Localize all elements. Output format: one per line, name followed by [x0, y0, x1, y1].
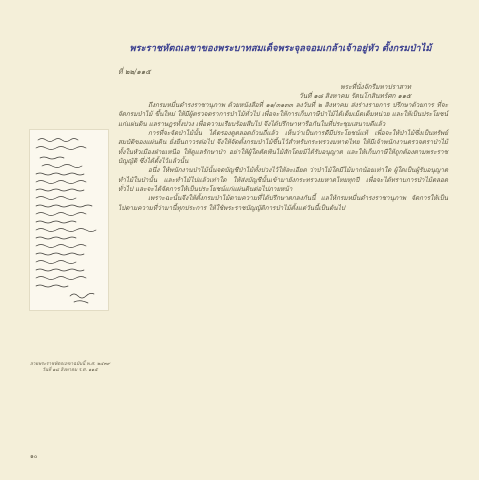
reference-number: ที่ ๒๒/๑๑๕	[118, 68, 151, 76]
manuscript-image	[30, 130, 108, 310]
body-paragraph: เพราะฉะนั้นจึงให้ตั้งกรมป่าไม้ตามความที่ได้ปรึกษาตกลงกันนี้ แลให้กรมหมื่นดำรงราชานุภาพ จัดการให้เป็นไปตามความที่ว่ามานี้ทุกประการ ให้ใช้พระราชบัญญัติการป่าไม้ตั้งแต่วันนี้เป็นต้นไป	[118, 194, 448, 212]
letter-body	[118, 101, 448, 213]
issued-date: วันที่ ๑๘ สิงหาคม รัตนโกสินทร์ศก ๑๑๕	[298, 92, 411, 100]
body-paragraph: ถึงกรมหมื่นดำรงราชานุภาพ ด้วยหนังสือที่ ๑๑/๓๑๓๓ ลงวันที่ ๒ สิงหาคม ส่งร่างรายการ ปรึกษาด้วยการ ที่จะจัดกรมป่าไม้ ขึ้นใหม่ ให้มีผู้ตรวจตราการป่าไม้ทั่วไป เพื่อจะให้การเก็บภาษีป่าไม้ได้เต็มเม็ดเต็มหน่วย และให้เป็นประโยชน์แก่แผ่นดิน แลราษฎรทั้งปวง เพื่อความเรียบร้อยสืบไป จึงได้ปรึกษาหารือกันในที่ประชุมเสนาบดีแล้ว	[118, 101, 448, 128]
handwriting-scribbles	[30, 130, 108, 310]
image-caption: ลายพระราชหัตถเลขาฉบับนี้ พ.ศ. ๒๔๓๙ วันที่ ๑๘ สิงหาคม ร.ศ. ๑๑๕	[29, 362, 110, 374]
document-title: พระราชหัตถเลขาของพระบาทสมเด็จพระจุลจอมเกล้าเจ้าอยู่หัว ตั้งกรมป่าไม้	[129, 43, 432, 54]
issued-place: พระที่นั่งจักรีมหาปราสาท	[340, 83, 411, 91]
body-paragraph: อนึ่ง ให้พนักงานป่าไม้นั้นจดบัญชีป่าไม้ทั้งปวงไว้ให้ละเอียด ว่าป่าไม้ใดมีไม้มากน้อยเท่าใด ผู้ใดเป็นผู้รับอนุญาตทำไม้ในป่านั้น และทำไม้ไปแล้วเท่าใด ให้ส่งบัญชีนั้นเข้ามายังกระทรวงมหาดไทยทุกปี เพื่อจะได้ทราบการป่าไม้ตลอดทั่วไป และจะได้จัดการให้เป็นประโยชน์แก่แผ่นดินต่อไปภายหน้า	[118, 166, 448, 194]
page-number: ๑๐	[30, 453, 38, 460]
body-paragraph: การที่จะจัดป่าไม้นั้น ได้ตรองดูตลอดถ้วนถี่แล้ว เห็นว่าเป็นการดีมีประโยชน์แท้ เพื่อจะให้ป่าไม้ซึ่งเป็นทรัพย์สมบัติของแผ่นดิน ยั่งยืนถาวรต่อไป จึงให้จัดตั้งกรมป่าไม้ขึ้นไว้สำหรับกระทรวงมหาดไทย ให้มีเจ้าพนักงานตรวจตราป่าไม้ ทั้งในหัวเมืองฝ่ายเหนือ ให้ดูแลรักษาป่า อย่าให้ผู้ใดตัดฟันไม้สักโดยมิได้รับอนุญาต และให้เก็บภาษีให้ถูกต้องตามพระราชบัญญัติ ซึ่งได้ตั้งไว้แล้วนั้น	[118, 129, 448, 166]
